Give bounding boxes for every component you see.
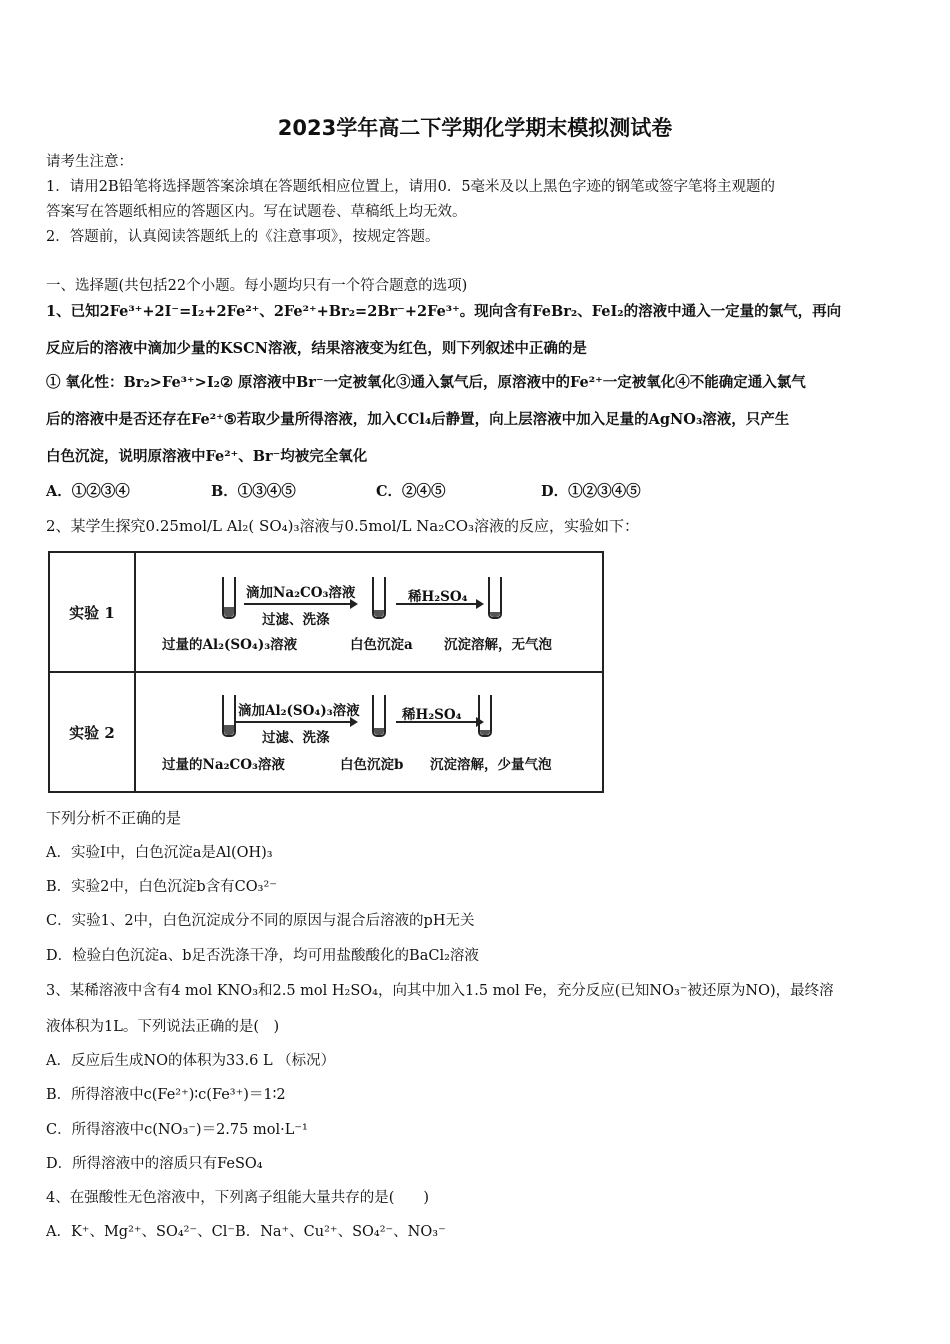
exp1-reagent-2: 稀H₂SO₄ <box>408 589 468 605</box>
q3-line-2: 液体积为1L。下列说法正确的是( ) <box>46 1019 280 1035</box>
exp2-reagent-1: 滴加Al₂(SO₄)₃溶液 <box>238 703 360 719</box>
q1-line-5: 白色沉淀，说明原溶液中Fe²⁺、Br⁻均被完全氧化 <box>46 448 368 465</box>
q2-question: 下列分析不正确的是 <box>46 809 182 827</box>
experiment-1-row <box>50 553 602 673</box>
notice-item-1b: 答案写在答题纸相应的答题区内。写在试题卷、草稿纸上均无效。 <box>46 204 467 220</box>
exp2-end: 沉淀溶解，少量气泡 <box>430 757 552 773</box>
experiment-1-label: 实验 1 <box>50 553 136 671</box>
page-title: 2023学年高二下学期化学期末模拟测试卷 <box>277 116 673 140</box>
q2-option-b[interactable]: B．实验2中，白色沉淀b含有CO₃²⁻ <box>46 879 277 895</box>
section-heading: 一、选择题(共包括22个小题。每小题均只有一个符合题意的选项) <box>46 278 468 294</box>
reaction-arrow <box>396 603 482 605</box>
experiment-2-row <box>50 673 602 791</box>
q3-option-a[interactable]: A．反应后生成NO的体积为33.6 L （标况） <box>46 1053 336 1069</box>
exp1-end: 沉淀溶解，无气泡 <box>444 637 552 653</box>
test-tube-icon <box>478 695 492 737</box>
q2-option-a[interactable]: A．实验Ⅰ中，白色沉淀a是Al(OH)₃ <box>46 845 273 861</box>
q3-option-d[interactable]: D．所得溶液中的溶质只有FeSO₄ <box>46 1156 263 1172</box>
q1-option-a[interactable]: A．①②③④ <box>46 483 130 500</box>
exp2-start: 过量的Na₂CO₃溶液 <box>162 757 285 773</box>
exp1-mid: 白色沉淀a <box>350 637 413 653</box>
test-tube-icon <box>222 577 236 619</box>
exp2-mid: 白色沉淀b <box>340 757 404 773</box>
reaction-arrow <box>244 603 356 605</box>
experiment-2-label: 实验 2 <box>50 673 136 791</box>
reaction-arrow <box>396 721 482 723</box>
test-tube-icon <box>372 695 386 737</box>
experiment-table <box>48 551 604 793</box>
reaction-arrow <box>236 721 356 723</box>
q1-line-1: 1、已知2Fe³⁺+2I⁻=I₂+2Fe²⁺、2Fe²⁺+Br₂=2Br⁻+2Fe³⁺。现向含有FeBr₂、FeI₂的溶液中通入一定量的氯气，再向 <box>46 303 842 320</box>
exp1-reagent-1: 滴加Na₂CO₃溶液 <box>246 585 356 601</box>
q1-options <box>46 482 641 502</box>
q4-stem: 4、在强酸性无色溶液中，下列离子组能大量共存的是( ) <box>46 1190 430 1206</box>
q1-line-2: 反应后的溶液中滴加少量的KSCN溶液，结果溶液变为红色，则下列叙述中正确的是 <box>46 340 587 357</box>
q2-stem: 2、某学生探究0.25mol/L Al₂( SO₄)₃溶液与0.5mol/L Na₂CO₃溶液的反应，实验如下： <box>46 517 640 535</box>
q1-line-3: ① 氧化性：Br₂>Fe³⁺>I₂② 原溶液中Br⁻一定被氧化③通入氯气后，原溶液中的Fe²⁺一定被氧化④不能确定通入氯气 <box>46 374 806 391</box>
exp1-start: 过量的Al₂(SO₄)₃溶液 <box>162 637 298 653</box>
q2-option-c[interactable]: C．实验1、2中，白色沉淀成分不同的原因与混合后溶液的pH无关 <box>46 913 475 929</box>
q3-option-c[interactable]: C．所得溶液中c(NO₃⁻)＝2.75 mol·L⁻¹ <box>46 1122 308 1138</box>
notice-heading: 请考生注意： <box>46 154 133 170</box>
q3-line-1: 3、某稀溶液中含有4 mol KNO₃和2.5 mol H₂SO₄，向其中加入1.5 mol Fe，充分反应(已知NO₃⁻被还原为NO)，最终溶 <box>46 983 834 999</box>
q4-options-ab[interactable]: A．K⁺、Mg²⁺、SO₄²⁻、Cl⁻B．Na⁺、Cu²⁺、SO₄²⁻、NO₃⁻ <box>46 1224 446 1240</box>
q1-option-c[interactable]: C．②④⑤ <box>376 483 446 500</box>
q1-option-d[interactable]: D．①②③④⑤ <box>541 483 641 500</box>
q1-option-b[interactable]: B．①③④⑤ <box>211 483 296 500</box>
notice-item-1a: 1．请用2B铅笔将选择题答案涂填在答题纸相应位置上，请用0．5毫米及以上黑色字迹的钢笔或签字笔将主观题的 <box>46 179 776 195</box>
exp2-reagent-2: 稀H₂SO₄ <box>402 707 462 723</box>
exp2-step-1: 过滤、洗涤 <box>262 730 330 746</box>
test-tube-icon <box>372 577 386 619</box>
q1-line-4: 后的溶液中是否还存在Fe²⁺⑤若取少量所得溶液，加入CCl₄后静置，向上层溶液中加入足量的AgNO₃溶液，只产生 <box>46 411 790 428</box>
notice-item-2: 2．答题前，认真阅读答题纸上的《注意事项》，按规定答题。 <box>46 229 440 245</box>
q3-option-b[interactable]: B．所得溶液中c(Fe²⁺)∶c(Fe³⁺)＝1∶2 <box>46 1087 286 1103</box>
test-tube-icon <box>222 695 236 737</box>
exp1-step-1: 过滤、洗涤 <box>262 612 330 628</box>
test-tube-icon <box>488 577 502 619</box>
q2-option-d[interactable]: D．检验白色沉淀a、b足否洗涤干净，均可用盐酸酸化的BaCl₂溶液 <box>46 948 479 964</box>
